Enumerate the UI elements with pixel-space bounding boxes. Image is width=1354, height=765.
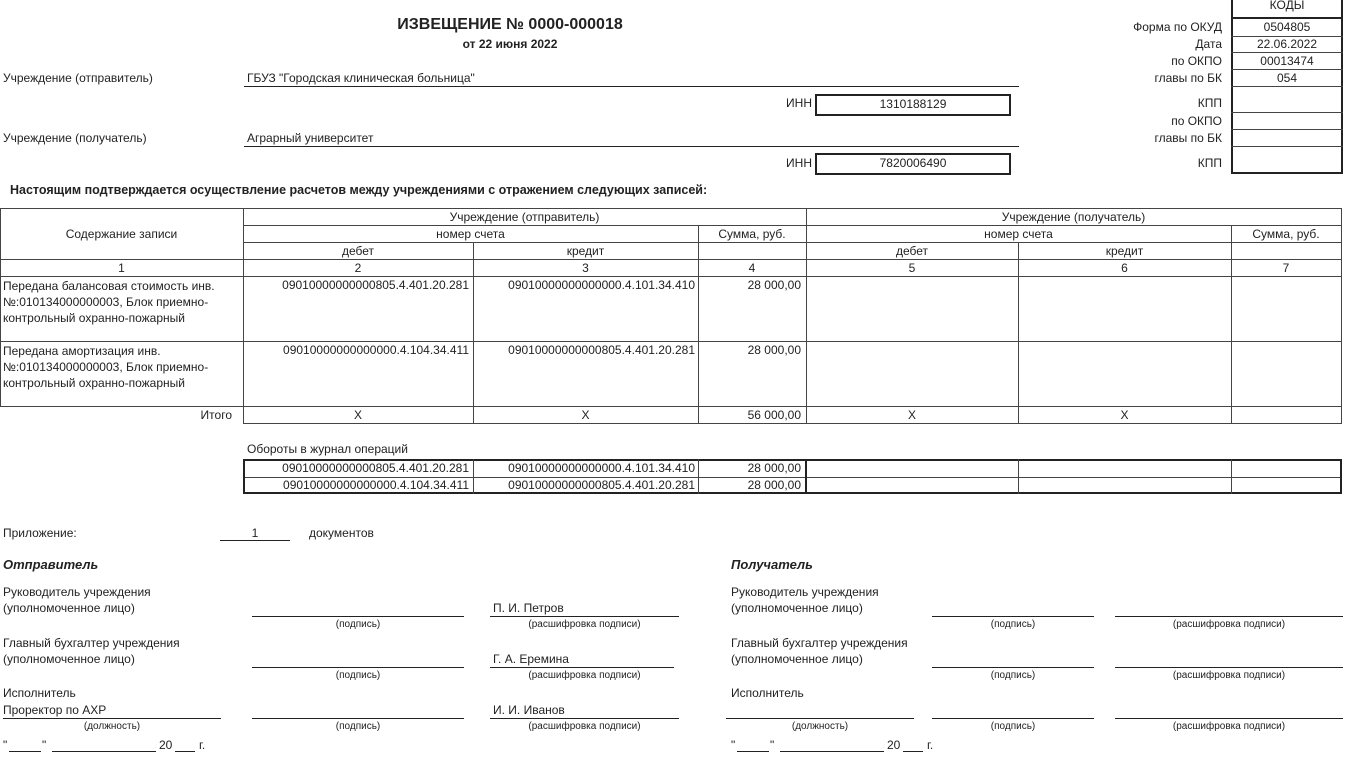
sender-debit-header: дебет <box>341 244 375 258</box>
sender-accountant-label-1: Главный бухгалтер учреждения <box>3 636 180 650</box>
receiver-account-header: номер счета <box>984 227 1053 241</box>
code-label-okpo: по ОКПО <box>1171 54 1222 68</box>
journal-title: Обороты в журнал операций <box>247 442 408 456</box>
code-label-bk: главы по БК <box>1154 71 1222 85</box>
receiver-head-decode-caption: (расшифровка подписи) <box>1172 619 1286 630</box>
sender-head-name: П. И. Петров <box>493 601 564 615</box>
row1-credit: 09010000000000000.4.101.34.410 <box>508 278 695 292</box>
sender-sum-header: Сумма, руб. <box>718 227 786 241</box>
row1-debit: 09010000000000805.4.401.20.281 <box>282 278 469 292</box>
sender-head-sign-caption: (подпись) <box>335 619 381 630</box>
sender-head-sign-line <box>252 616 464 617</box>
sender-accountant-label-2: (уполномоченное лицо) <box>3 652 135 666</box>
col-content-header: Содержание записи <box>65 227 178 241</box>
sender-executor-position-caption: (должность) <box>83 721 141 732</box>
sender-executor-sign-line <box>252 718 464 719</box>
journal-row1-credit: 09010000000000000.4.101.34.410 <box>508 461 695 475</box>
code-label-bk-2: главы по БК <box>1154 131 1222 145</box>
receiver-inn-label: ИНН <box>786 156 812 170</box>
col-num-5: 5 <box>908 261 916 275</box>
code-value-bk: 054 <box>1276 71 1298 85</box>
receiver-accountant-label-2: (уполномоченное лицо) <box>731 652 863 666</box>
receiver-name: Аграрный университет <box>247 131 374 145</box>
receiver-accountant-decode-caption: (расшифровка подписи) <box>1172 670 1286 681</box>
receiver-label: Учреждение (получатель) <box>3 131 147 145</box>
receiver-inn-box: 7820006490 <box>815 153 1011 175</box>
total-r-credit: X <box>1120 408 1129 422</box>
receiver-name-underline <box>244 146 1019 147</box>
row2-sum: 28 000,00 <box>747 343 801 357</box>
code-value-date: 22.06.2022 <box>1256 37 1318 51</box>
sender-executor-decode-line <box>490 718 679 719</box>
receiver-head-sign-line <box>932 616 1094 617</box>
sender-executor-decode-caption: (расшифровка подписи) <box>528 721 641 732</box>
sender-executor-position-line <box>3 718 221 719</box>
sender-accountant-sign-caption: (подпись) <box>335 670 381 681</box>
row2-debit: 09010000000000000.4.104.34.411 <box>283 343 469 357</box>
attachment-unit: документов <box>309 526 374 540</box>
journal-row2-sum: 28 000,00 <box>747 478 801 492</box>
journal-row1-sum: 28 000,00 <box>747 461 801 475</box>
sender-head-label-1: Руководитель учреждения <box>3 585 151 599</box>
sender-accountant-decode-caption: (расшифровка подписи) <box>528 670 641 681</box>
sender-executor-position: Проректор по АХР <box>3 703 107 717</box>
col-num-3: 3 <box>582 261 589 275</box>
row1-sum: 28 000,00 <box>747 278 801 292</box>
codes-heading: КОДЫ <box>1269 0 1305 12</box>
col-num-2: 2 <box>354 261 362 275</box>
sender-executor-label: Исполнитель <box>3 686 76 700</box>
receiver-executor-label: Исполнитель <box>731 686 804 700</box>
sender-executor-sign-caption: (подпись) <box>335 721 381 732</box>
document-title: ИЗВЕЩЕНИЕ № 0000-000018 <box>397 16 623 33</box>
receiver-accountant-decode-line <box>1115 667 1343 668</box>
sender-head-decode-line <box>490 616 679 617</box>
receiver-executor-position-caption: (должность) <box>791 721 849 732</box>
attachment-underline <box>220 540 290 541</box>
sender-label: Учреждение (отправитель) <box>3 71 153 85</box>
receiver-sum-header: Сумма, руб. <box>1252 227 1320 241</box>
col-sender-header: Учреждение (отправитель) <box>449 210 600 224</box>
sender-account-header: номер счета <box>436 227 505 241</box>
receiver-executor-sign-line <box>932 718 1094 719</box>
journal-row2-debit: 09010000000000000.4.104.34.411 <box>283 478 469 492</box>
code-label-kpp: КПП <box>1197 96 1222 110</box>
sender-accountant-decode-line <box>490 667 674 668</box>
col-num-6: 6 <box>1121 261 1128 275</box>
receiver-head-decode-line <box>1115 616 1343 617</box>
receiver-head-label-2: (уполномоченное лицо) <box>731 601 863 615</box>
col-num-4: 4 <box>748 261 756 275</box>
journal-row1-debit: 09010000000000805.4.401.20.281 <box>282 461 469 475</box>
receiver-executor-position-line <box>726 718 914 719</box>
document-date: от 22 июня 2022 <box>462 37 558 51</box>
receiver-executor-decode-line <box>1115 718 1343 719</box>
sender-name: ГБУЗ "Городская клиническая больница" <box>247 71 475 85</box>
sender-name-underline <box>244 86 1019 87</box>
sender-inn-box: 1310188129 <box>815 94 1011 116</box>
receiver-head-sign-caption: (подпись) <box>990 619 1036 630</box>
code-value-okud: 0504805 <box>1263 20 1311 34</box>
receiver-accountant-sign-caption: (подпись) <box>990 670 1036 681</box>
col-receiver-header: Учреждение (получатель) <box>1001 210 1146 224</box>
col-num-1: 1 <box>118 261 125 275</box>
sender-credit-header: кредит <box>566 244 605 258</box>
receiver-accountant-sign-line <box>932 667 1094 668</box>
row2-credit: 09010000000000805.4.401.20.281 <box>508 343 695 357</box>
row2-content: Передана амортизация инв. №:010134000000003, Блок приемно-контрольный охранно-пожарный <box>3 344 209 390</box>
attachment-label: Приложение: <box>3 526 77 540</box>
total-debit: X <box>353 408 362 422</box>
code-label-okpo-2: по ОКПО <box>1171 114 1222 128</box>
sender-signatures-title: Отправитель <box>3 557 99 572</box>
receiver-executor-sign-caption: (подпись) <box>990 721 1036 732</box>
receiver-credit-header: кредит <box>1105 244 1144 258</box>
total-credit: X <box>581 408 590 422</box>
col-num-7: 7 <box>1282 261 1290 275</box>
sender-accountant-sign-line <box>252 667 464 668</box>
sender-accountant-name: Г. А. Еремина <box>493 652 569 666</box>
receiver-debit-header: дебет <box>895 244 929 258</box>
row1-content: Передана балансовая стоимость инв. №:010134000000003, Блок приемно-контрольный охранно-пожарный <box>3 279 215 325</box>
code-label-date: Дата <box>1195 37 1222 51</box>
sender-inn-label: ИНН <box>786 96 812 110</box>
code-label-okud: Форма по ОКУД <box>1133 20 1222 34</box>
attachment-count: 1 <box>251 526 259 540</box>
receiver-signatures-title: Получатель <box>731 557 813 572</box>
sender-head-decode-caption: (расшифровка подписи) <box>528 619 641 630</box>
journal-row2-credit: 09010000000000805.4.401.20.281 <box>508 478 695 492</box>
code-label-kpp-2: КПП <box>1197 156 1222 170</box>
receiver-head-label-1: Руководитель учреждения <box>731 585 879 599</box>
code-value-okpo: 00013474 <box>1260 54 1314 68</box>
receiver-accountant-label-1: Главный бухгалтер учреждения <box>731 636 908 650</box>
total-sum: 56 000,00 <box>747 408 801 422</box>
confirm-text: Настоящим подтверждается осуществление расчетов между учреждениями с отражением следующих записей: <box>10 183 708 197</box>
sender-head-label-2: (уполномоченное лицо) <box>3 601 135 615</box>
sender-executor-name: И. И. Иванов <box>493 703 565 717</box>
total-label: Итого <box>200 408 232 422</box>
total-r-debit: X <box>907 408 916 422</box>
receiver-executor-decode-caption: (расшифровка подписи) <box>1172 721 1286 732</box>
